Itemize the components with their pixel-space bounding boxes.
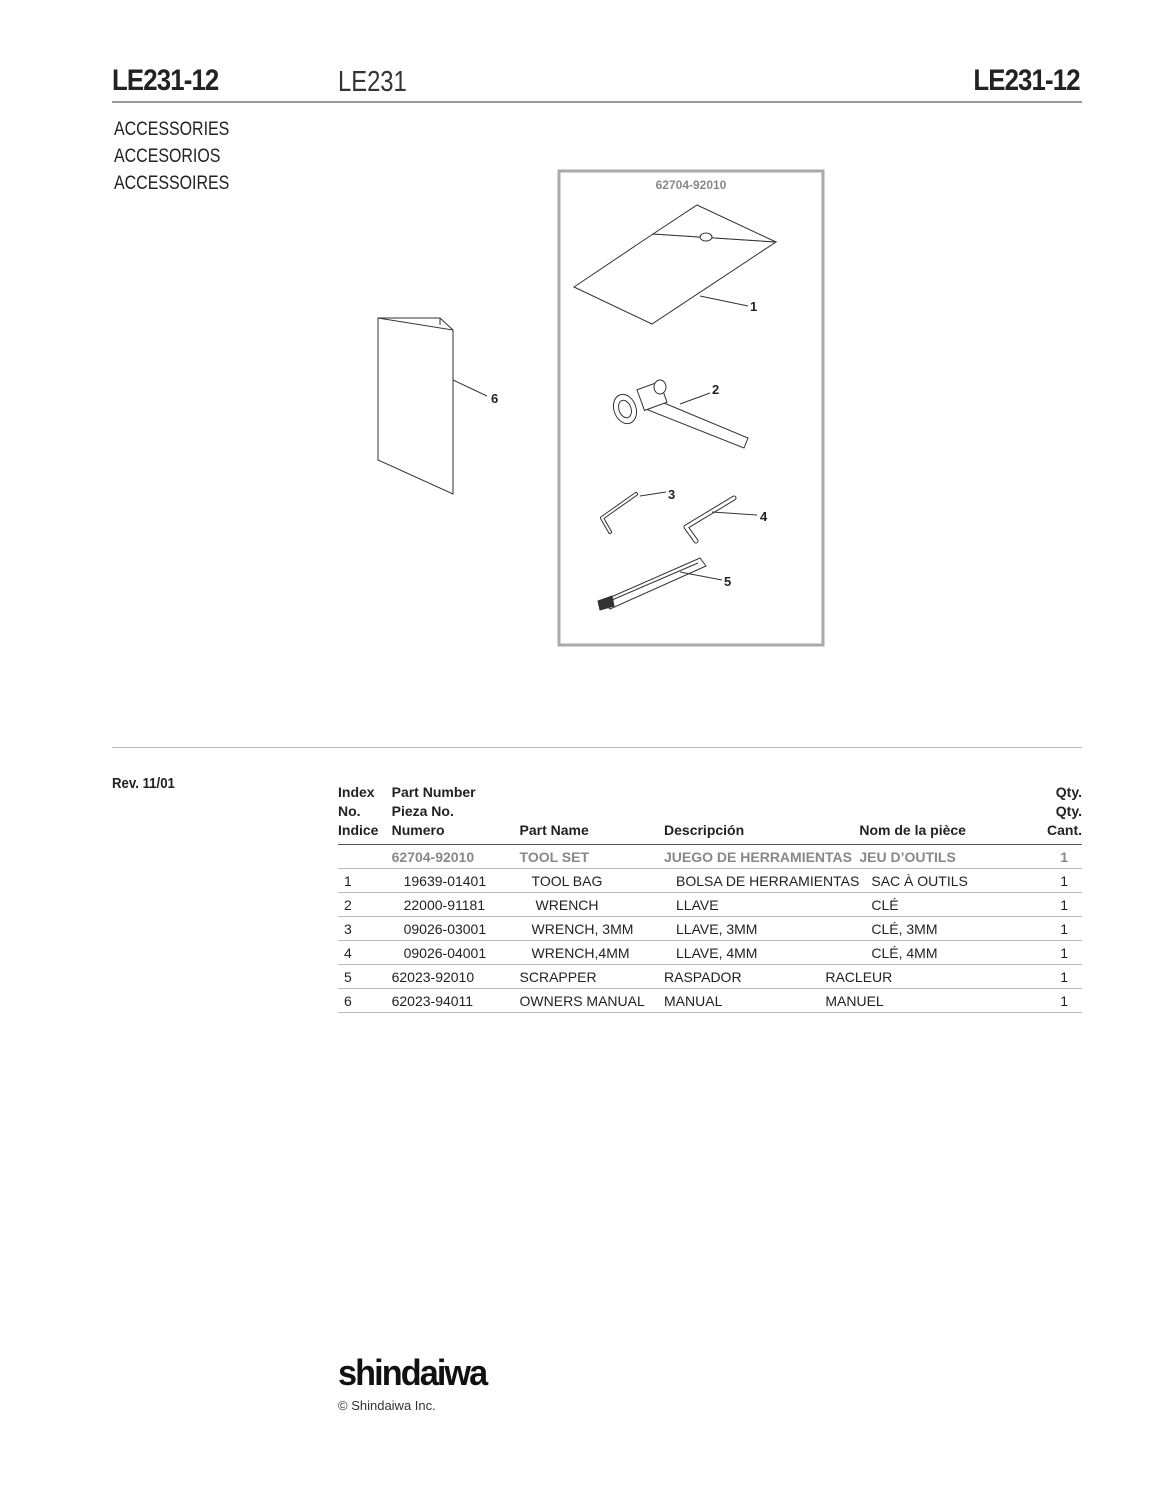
cell-index [338,845,392,869]
cell-part-number: 62023-92010 [392,965,520,989]
cell-qty: 1 [1035,941,1082,965]
cell-index: 6 [338,989,392,1013]
callout-5: 5 [724,574,732,589]
section-title-fr: ACCESSOIRES [114,173,230,194]
shindaiwa-logo: shindaiwa [338,1352,487,1393]
table-header-row [338,783,1082,845]
table-row [338,965,1082,989]
cell-nom: SAC À OUTILS [859,869,1035,893]
cell-descripcion: BOLSA DE HERRAMIENTAS [664,869,859,893]
section-divider [112,747,1082,748]
cell-descripcion: RASPADOR [664,965,859,989]
model-name: LE231 [338,66,407,98]
plug-wrench-drawing [610,380,748,448]
table-row [338,893,1082,917]
cell-descripcion: LLAVE [664,893,859,917]
cell-part-name: TOOL BAG [520,869,664,893]
cell-descripcion: LLAVE, 4MM [664,941,859,965]
cell-part-name: WRENCH, 3MM [520,917,664,941]
exploded-parts-diagram [0,0,1150,700]
cell-qty: 1 [1035,845,1082,869]
callout-4: 4 [760,509,768,524]
cell-qty: 1 [1035,893,1082,917]
revision-label: Rev. 11/01 [112,775,175,792]
cell-descripcion: LLAVE, 3MM [664,917,859,941]
cell-qty: 1 [1035,917,1082,941]
table-row [338,989,1082,1013]
cell-index: 5 [338,965,392,989]
cell-part-name: WRENCH,4MM [520,941,664,965]
header-qty: Qty. Qty. Cant. [1035,783,1082,845]
cell-part-number: 62023-94011 [392,989,520,1013]
cell-index: 3 [338,917,392,941]
cell-index: 1 [338,869,392,893]
header-part-number: Part Number Pieza No. Numero [392,783,520,845]
cell-part-name: SCRAPPER [520,965,664,989]
cell-nom: CLÉ [859,893,1035,917]
header-index: Index No. Indice [338,783,392,845]
header-descripcion: Descripción [664,783,859,845]
cell-part-number: 22000-91181 [392,893,520,917]
table-row [338,917,1082,941]
cell-index: 2 [338,893,392,917]
cell-part-number: 09026-04001 [392,941,520,965]
cell-nom: CLÉ, 4MM [859,941,1035,965]
copyright-notice: © Shindaiwa Inc. [338,1398,436,1413]
cell-part-name: TOOL SET [520,845,664,869]
model-code-right: LE231-12 [973,64,1080,97]
tool-bag-drawing [574,205,776,324]
cell-index: 4 [338,941,392,965]
section-title-es: ACCESORIOS [114,146,221,167]
cell-nom: JEU D’OUTILS [859,845,1035,869]
callout-1: 1 [750,299,758,314]
scraper-drawing [598,558,706,610]
cell-qty: 1 [1035,869,1082,893]
header-part-name: Part Name [520,783,664,845]
callout-2: 2 [712,382,720,397]
cell-nom: CLÉ, 3MM [859,917,1035,941]
owners-manual-drawing [378,318,453,494]
cell-part-name: OWNERS MANUAL [520,989,664,1013]
cell-part-number: 19639-01401 [392,869,520,893]
cell-part-number: 62704-92010 [392,845,520,869]
callout-6: 6 [491,391,499,406]
callout-3: 3 [668,487,676,502]
header-nom: Nom de la pièce [859,783,1035,845]
kit-number-label: 62704-92010 [655,178,727,192]
section-title-en: ACCESSORIES [114,119,230,140]
cell-qty: 1 [1035,965,1082,989]
cell-descripcion: MANUAL [664,989,859,1013]
model-code-left: LE231-12 [112,64,219,97]
table-row [338,941,1082,965]
table-row [338,869,1082,893]
cell-part-number: 09026-03001 [392,917,520,941]
parts-table [338,783,1082,1013]
cell-descripcion: JUEGO DE HERRAMIENTAS [664,845,859,869]
cell-nom: RACLEUR [825,965,1001,989]
cell-part-name: WRENCH [520,893,664,917]
cell-qty: 1 [1035,989,1082,1013]
table-row [338,845,1082,869]
cell-nom: MANUEL [825,989,1001,1013]
